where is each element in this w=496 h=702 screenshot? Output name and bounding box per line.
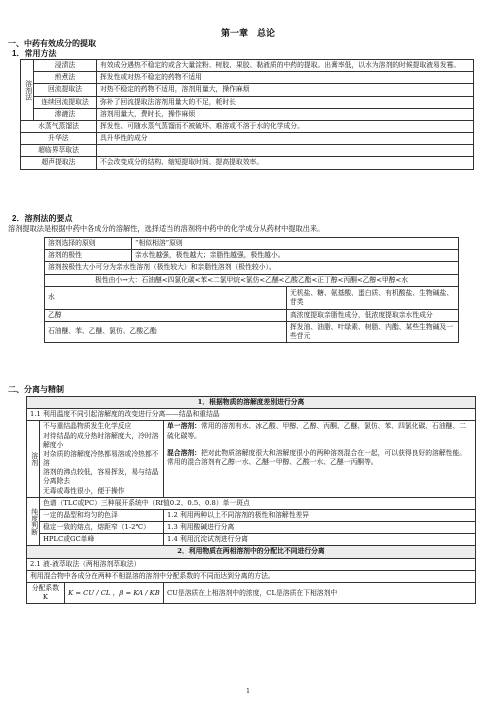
- liquid-extraction-subheading: 2.1 液-液萃取法（两相溶剂萃取法）: [27, 558, 476, 570]
- criteria-item: 无毒或毒性很小，便于操作: [43, 486, 125, 495]
- separation-method-item: 1.3 利用酸碱进行分离: [163, 522, 475, 534]
- solvent-method-group-label: 溶剂法: [21, 60, 34, 121]
- method-desc: 挥发性、可随水蒸气蒸馏而不被破坏、难溶或不溶于水的化学成分。: [97, 120, 474, 132]
- method-desc: 具升华性的成分: [97, 133, 474, 145]
- method-desc: 对热不稳定的药物不适用，溶剂用量大，操作麻烦: [97, 84, 474, 96]
- partition-coefficient-label: 分配系数K: [27, 582, 65, 603]
- single-solvent-text: 常用的溶剂有水、冰乙酸、甲醇、乙醇、丙酮、乙醚、氯仿、苯、四氯化碳、石油醚、二硫化碳等。: [166, 422, 467, 440]
- single-solvent-block: [167, 422, 472, 440]
- page-number: 1: [246, 688, 250, 695]
- crystallization-subheading: 1.1 利用温度不同引起溶解度的改变进行分离——结晶和重结晶: [27, 409, 476, 421]
- polarity-value: 亲水性越强，极性越大；亲脂性越强，极性越小。: [132, 250, 459, 262]
- mixed-solvent-label: 混合溶剂：: [166, 448, 201, 457]
- solvent-name: 乙醇: [45, 309, 287, 321]
- solvent-types: [163, 421, 475, 497]
- polarity-order: 极性由小→大：石油醚<四氯化碳<苯<二氯甲烷<氯仿<乙醚<乙酸乙酯<正丁醇<丙酮<乙醇<甲醇<水: [45, 274, 459, 286]
- method-name: 回流提取法: [34, 84, 97, 96]
- solvent-extracts: 无机盐、糖、氨基酸、蛋白质、有机酸盐、生物碱盐、苷类: [287, 286, 459, 309]
- method-name: 超声提取法: [21, 157, 97, 169]
- principle-label: 溶剂选择的原则: [45, 238, 132, 250]
- method-name: 连续回流提取法: [34, 96, 97, 108]
- method-name: 煎煮法: [34, 72, 97, 84]
- method-name: 浸渍法: [34, 60, 97, 72]
- single-solvent-label: 单一溶剂：: [166, 422, 201, 431]
- solvent-classification: 溶剂按极性大小可分为亲水性溶剂（极性较大）和亲脂性溶剂（极性较小）。: [45, 262, 459, 274]
- solvent-extracts: 高浓度提取亲脂性成分，低浓度提取亲水性成分: [287, 309, 459, 321]
- mixed-solvent-text: 把对此物质溶解度很大和溶解度很小的两种溶剂混合在一起，可以获得良好的溶解性能。常用的混合溶剂有乙醇一水、乙醚一甲醇、乙酸一水、乙醚一丙酮等。: [166, 448, 467, 466]
- solvent-name: 水: [45, 286, 287, 309]
- solvent-criteria-label: 溶剂: [27, 421, 40, 497]
- criteria-item: 对待结晶的成分热时溶解度大，冷时溶解度小: [43, 431, 159, 449]
- method-desc: 不会改变成分的结构、缩短提取时间、提高提取效率。: [97, 157, 474, 169]
- common-methods-heading: 1．常用方法: [12, 49, 57, 58]
- method-name: 超临界萃取法: [21, 145, 97, 157]
- method-name: 水蒸气蒸馏法: [21, 120, 97, 132]
- section-extraction-heading: 一、中药有效成分的提取: [8, 39, 96, 48]
- solvent-keypoints-heading: 2．溶剂法的要点: [12, 214, 73, 223]
- method-desc: 有效成分遇热不稳定的或含大量淀粉、树胶、果胶、黏液质的中药的提取。出膏率低，以水为溶剂的时候提取液易发霉。: [97, 60, 474, 72]
- method-name: 升华法: [21, 133, 97, 145]
- method-desc: 溶剂用量大，费时长，操作麻烦: [97, 108, 474, 120]
- purity-item: HPLC或GC单峰: [40, 534, 164, 546]
- chapter-title: 第一章 总论: [220, 28, 275, 38]
- criteria-item: 对杂质的溶解度冷热都易溶或冷热都不溶: [43, 449, 159, 468]
- separation-method-item: 1.4 利用沉淀试剂进行分离: [163, 534, 475, 546]
- solvent-extracts: 挥发油、油脂、叶绿素、树脂、内酯、某些生物碱及一些苷元: [287, 321, 459, 342]
- solvent-name: 石油醚、苯、乙醚、氯仿、乙酸乙酯: [45, 321, 287, 342]
- partition-formula-desc: CU是溶质在上相溶剂中的浓度，CL是溶质在下相溶剂中: [163, 582, 475, 603]
- solvent-method-description: 溶剂提取法是根据中药中各成分的溶解性，选择适当的溶剂将中药中的化学成分从药材中提取出来。: [8, 224, 325, 233]
- mixed-solvent-block: [167, 449, 472, 467]
- method-desc: [97, 145, 474, 157]
- solvent-criteria-list: [40, 421, 164, 497]
- criteria-item: 溶剂的沸点较低，容易挥发，易与结晶分离除去: [43, 468, 159, 486]
- purity-judgment-label: 纯度判断: [27, 497, 40, 546]
- purity-item: 色谱（TLC或PC）三种展开系统中（Rf值0.2、0.5、0.8）单一斑点: [40, 497, 476, 509]
- method-name: 渗漉法: [34, 108, 97, 120]
- method-desc: 挥发性或对热不稳定的药物不适用: [97, 72, 474, 84]
- partition-separation-heading: 2．利用物质在两相溶剂中的分配比不同进行分离: [27, 546, 476, 558]
- solvent-table: [44, 237, 459, 343]
- section-separation-heading: 二、分离与精制: [8, 385, 64, 394]
- methods-table: [20, 59, 474, 170]
- partition-formula: K = CU / CL ，β = KA / KB: [64, 582, 163, 603]
- principle-value: “相似相溶”原则: [132, 238, 459, 250]
- liquid-extraction-desc: 利用混合物中各成分在两种不相混溶的溶剂中分配系数的不同而达到分离的方法。: [27, 570, 476, 582]
- purity-item: 一定的晶型和均匀的色泽: [40, 509, 164, 521]
- separation-table: [26, 396, 476, 604]
- separation-method-item: 1.2 利用两种以上不同溶剂的极性和溶解性差异: [163, 509, 475, 521]
- criteria-item: 不与重结晶物质发生化学反应: [43, 422, 132, 431]
- polarity-label: 溶剂的极性: [45, 250, 132, 262]
- solubility-separation-heading: 1．根据物质的溶解度差别进行分离: [27, 397, 476, 409]
- method-desc: 弥补了回流提取法溶剂用量大的不足，耗时长: [97, 96, 474, 108]
- purity-item: 稳定一致的熔点，熔距窄（1-2℃）: [40, 522, 164, 534]
